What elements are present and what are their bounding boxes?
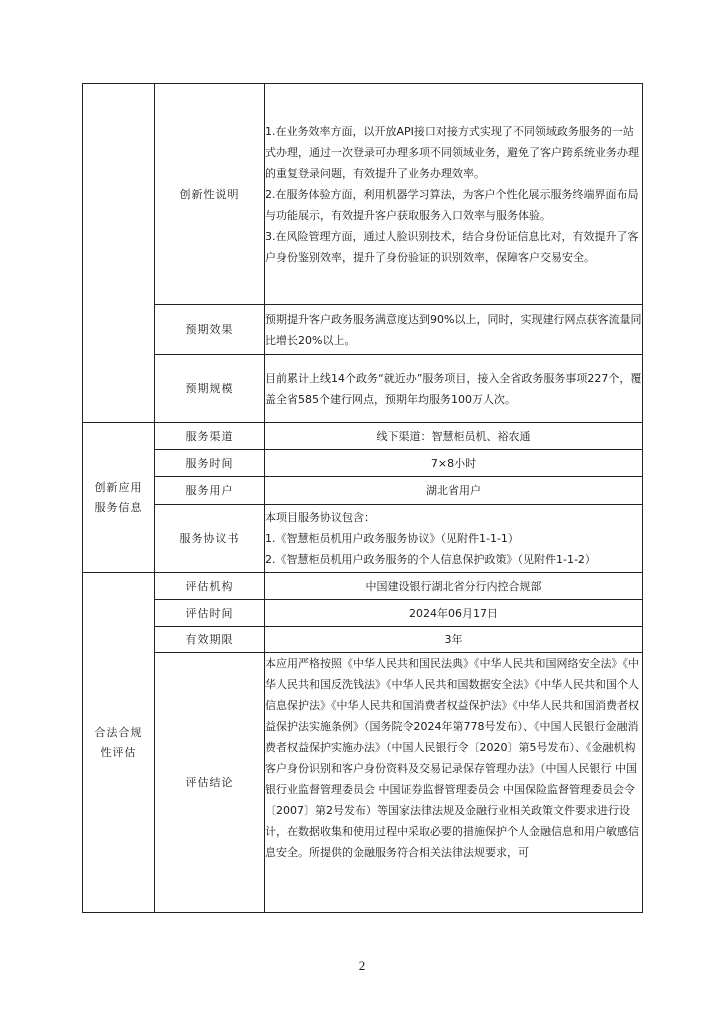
table-row (83, 305, 643, 355)
table-row (83, 423, 643, 450)
info-table (82, 83, 643, 913)
agreement-label: 服务协议书 (155, 505, 265, 573)
agreement-content (265, 505, 643, 573)
innovation-paragraph-2: 2.在服务体验方面，利用机器学习算法，为客户个性化展示服务终端界面布局与功能展示，有效提升客户获取服务入口效率与服务体验。 (265, 187, 639, 222)
agreement-line-2: 1.《智慧柜员机用户政务服务协议》（见附件1-1-1） (265, 532, 519, 545)
effect-content: 预期提升客户政务服务满意度达到90%以上，同时，实现建行网点获客流量同比增长20%以上。 (265, 305, 643, 355)
time-value: 7×8小时 (265, 450, 643, 477)
innovation-content (265, 84, 643, 305)
channel-label: 服务渠道 (155, 423, 265, 450)
users-label: 服务用户 (155, 477, 265, 505)
group-cell-top (83, 84, 155, 423)
date-label: 评估时间 (155, 600, 265, 627)
channel-value: 线下渠道：智慧柜员机、裕农通 (265, 423, 643, 450)
table-row (83, 505, 643, 573)
agreement-line-3: 2.《智慧柜员机用户政务服务的个人信息保护政策》（见附件1-1-2） (265, 553, 596, 566)
table-row (83, 84, 643, 305)
group-cell-innovation-app (83, 423, 155, 573)
scale-label: 预期规模 (155, 355, 265, 423)
agreement-line-1: 本项目服务协议包含： (265, 511, 375, 524)
conclusion-content: 本应用严格按照《中华人民共和国民法典》《中华人民共和国网络安全法》《中华人民共和国反洗钱法》《中华人民共和国数据安全法》《中华人民共和国个人信息保护法》《中华人民共和国消费者权益保护法》《中华人民共和国消费者权益保护法实施条例》（国务院令2024年第778号发布）、《中国人民银行金融消费者权益保护实施办法》（中国人民银行令〔2020〕第5号发布）、《金融机构客户身份识别和客户身份资料及交易记录保存管理办法》（中国人民银行 中国银行业监督管理委员会 中国证券监督管理委员会 中国保险监督管理委员会令〔2007〕第2号发布）等国家法律法规及金融行业相关政策文件要求进行设计，在数据收集和使用过程中采取必要的措施保护个人金融信息和用户敏感信息安全。所提供的金融服务符合相关法律法规要求，可 (265, 653, 643, 913)
table-row (83, 355, 643, 423)
users-value: 湖北省用户 (265, 477, 643, 505)
scale-content: 目前累计上线14个政务“就近办”服务项目，接入全省政务服务事项227个，覆盖全省585个建行网点，预期年均服务100万人次。 (265, 355, 643, 423)
group-label-innovation-app: 创新应用服务信息 (94, 480, 143, 514)
table-row (83, 627, 643, 653)
table-row (83, 653, 643, 913)
table-row (83, 600, 643, 627)
validity-label: 有效期限 (155, 627, 265, 653)
table-row (83, 477, 643, 505)
innovation-paragraph-1: 1.在业务效率方面，以开放API接口对接方式实现了不同领域政务服务的一站式办理，通过一次登录可办理多项不同领域业务，避免了客户跨系统业务办理的重复登录问题，有效提升了业务办理效率。 (265, 124, 639, 180)
page-number: 2 (358, 958, 366, 973)
conclusion-label: 评估结论 (155, 653, 265, 913)
time-label: 服务时间 (155, 450, 265, 477)
validity-value: 3年 (265, 627, 643, 653)
group-label-compliance: 合法合规性评估 (94, 725, 143, 759)
table-row (83, 450, 643, 477)
org-label: 评估机构 (155, 573, 265, 600)
date-value: 2024年06月17日 (265, 600, 643, 627)
innovation-paragraph-3: 3.在风险管理方面，通过人脸识别技术，结合身份证信息比对，有效提升了客户身份鉴别效率，提升了身份验证的识别效率，保障客户交易安全。 (265, 229, 639, 264)
table-row (83, 573, 643, 600)
effect-label: 预期效果 (155, 305, 265, 355)
org-value: 中国建设银行湖北省分行内控合规部 (265, 573, 643, 600)
group-cell-compliance (83, 573, 155, 913)
innovation-label: 创新性说明 (155, 84, 265, 305)
